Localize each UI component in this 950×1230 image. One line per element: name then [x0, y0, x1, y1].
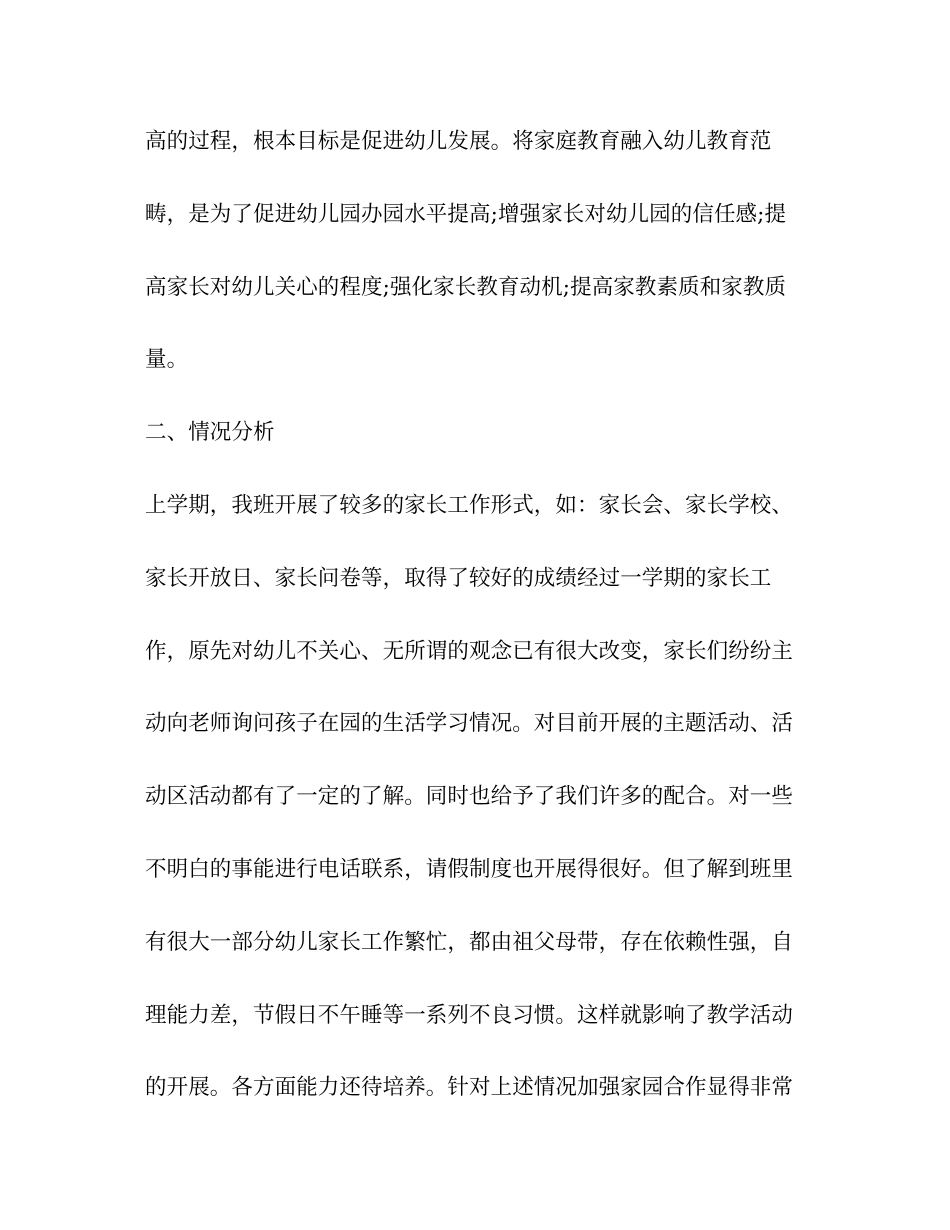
- text-line: 作，原先对幼儿不关心、无所谓的观念已有很大改变，家长们纷纷主: [145, 638, 794, 664]
- text-line: 理能力差，节假日不午睡等一系列不良习惯。这样就影响了教学活动: [145, 1002, 794, 1028]
- text-line: 量。: [145, 347, 189, 373]
- text-line: 的开展。各方面能力还待培养。针对上述情况加强家园合作显得非常: [145, 1075, 794, 1101]
- text-line: 动向老师询问孩子在园的生活学习情况。对目前开展的主题活动、活: [145, 711, 794, 737]
- text-line: 动区活动都有了一定的了解。同时也给予了我们许多的配合。对一些: [145, 784, 794, 810]
- text-line: 畴，是为了促进幼儿园办园水平提高;增强家长对幼儿园的信任感;提: [145, 201, 787, 227]
- text-line: 高的过程，根本目标是促进幼儿发展。将家庭教育融入幼儿教育范: [145, 129, 772, 154]
- text-line: 上学期，我班开展了较多的家长工作形式，如：家长会、家长学校、: [145, 492, 794, 518]
- text-line: 高家长对幼儿关心的程度;强化家长教育动机;提高家教素质和家教质: [145, 274, 787, 300]
- section-heading: 二、情况分析: [145, 420, 275, 446]
- text-line: 不明白的事能进行电话联系，请假制度也开展得很好。但了解到班里: [145, 856, 794, 882]
- document-body: [145, 118, 805, 1137]
- text-line: 家长开放日、家长问卷等，取得了较好的成绩经过一学期的家长工: [145, 565, 772, 591]
- text-line: 有很大一部分幼儿家长工作繁忙，都由祖父母带，存在依赖性强，自: [145, 929, 794, 955]
